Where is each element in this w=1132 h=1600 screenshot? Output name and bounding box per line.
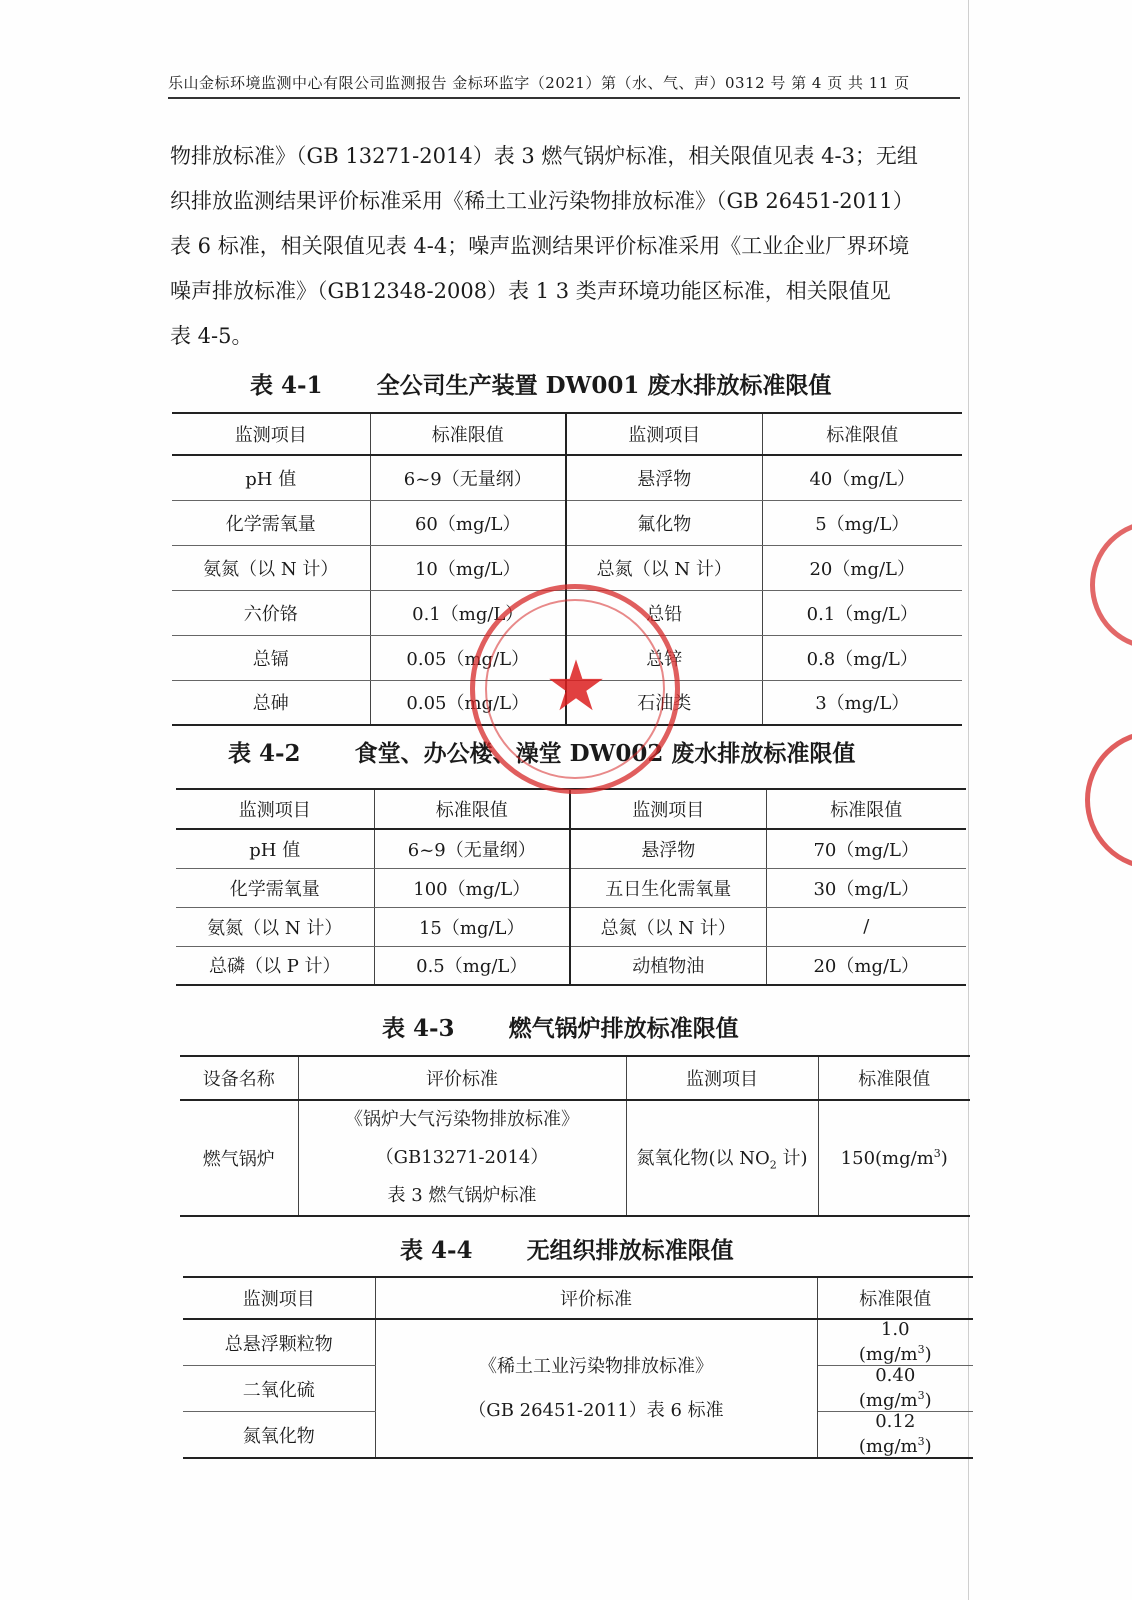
table1-header-row <box>172 413 962 455</box>
standard-line: 《稀土工业污染物排放标准》 <box>479 1355 713 1377</box>
body-paragraph <box>170 134 960 359</box>
limit-text: 150(mg/m <box>840 1148 934 1169</box>
para-line: 表 6 标准，相关限值见表 4-4；噪声监测结果评价标准采用《工业企业厂界环境 <box>170 234 910 258</box>
table-row <box>176 907 966 946</box>
cell: pH 值 <box>172 455 370 500</box>
table2-header: 标准限值 <box>374 789 570 829</box>
cell: 40（mg/L） <box>762 455 962 500</box>
item-text: 计) <box>776 1148 808 1170</box>
cell: 总铅 <box>566 590 762 635</box>
para-line: 表 4-5。 <box>170 324 253 348</box>
cell: 100（mg/L） <box>374 868 570 907</box>
table4-caption <box>400 1232 734 1265</box>
standard-line: 表 3 燃气锅炉标准 <box>387 1185 537 1206</box>
table-row <box>176 829 966 868</box>
edge-seal-fragment <box>1085 730 1132 870</box>
cell: 0.1（mg/L） <box>370 590 566 635</box>
table2-number: 表 4-2 <box>228 740 301 767</box>
table2-header: 监测项目 <box>176 789 374 829</box>
table3-caption <box>382 1010 739 1043</box>
limit-superscript: 3 <box>917 1343 925 1356</box>
cell: 总镉 <box>172 635 370 680</box>
table3-header: 评价标准 <box>298 1056 626 1100</box>
limit-value: 0.12 <box>875 1411 916 1432</box>
table4-title: 无组织排放标准限值 <box>526 1237 734 1264</box>
limit-text: ) <box>940 1148 948 1169</box>
company-seal <box>470 584 680 794</box>
item-cell: 氮氧化物 <box>183 1412 375 1459</box>
table3-header: 标准限值 <box>818 1056 970 1100</box>
cell: 总锌 <box>566 635 762 680</box>
limit-superscript: 3 <box>917 1389 925 1402</box>
table4-number: 表 4-4 <box>400 1237 473 1264</box>
table4-header: 标准限值 <box>817 1277 973 1319</box>
cell: 6~9（无量纲） <box>374 829 570 868</box>
cell: 6~9（无量纲） <box>370 455 566 500</box>
standard-line: 《锅炉大气污染物排放标准》 <box>345 1109 579 1130</box>
table4-header-row <box>183 1277 973 1319</box>
cell: 化学需氧量 <box>172 500 370 545</box>
cell: 氨氮（以 N 计） <box>172 545 370 590</box>
table1-title: 全公司生产装置 DW001 废水排放标准限值 <box>376 372 832 399</box>
limit-value: 1.0 <box>880 1319 910 1340</box>
table3-header: 设备名称 <box>180 1056 298 1100</box>
table3-number: 表 4-3 <box>382 1015 455 1042</box>
cell: 3（mg/L） <box>762 680 962 725</box>
table-row <box>176 868 966 907</box>
cell: / <box>766 907 966 946</box>
cell: 30（mg/L） <box>766 868 966 907</box>
item-cell: 二氧化硫 <box>183 1366 375 1412</box>
item-cell: 总悬浮颗粒物 <box>183 1319 375 1366</box>
limit-cell <box>818 1100 970 1216</box>
cell: 60（mg/L） <box>370 500 566 545</box>
standard-cell <box>375 1319 817 1458</box>
cell: 70（mg/L） <box>766 829 966 868</box>
cell: 0.8（mg/L） <box>762 635 962 680</box>
table-row <box>180 1100 970 1216</box>
table2 <box>176 788 966 986</box>
table3-title: 燃气锅炉排放标准限值 <box>508 1015 739 1042</box>
standard-line: （GB13271-2014） <box>375 1147 549 1168</box>
limit-superscript: 3 <box>933 1147 941 1160</box>
table1-header: 监测项目 <box>566 413 762 455</box>
cell: 悬浮物 <box>566 455 762 500</box>
table1-caption <box>250 367 831 400</box>
limit-unit: mg/m <box>865 1436 918 1457</box>
limit-superscript: 3 <box>917 1435 925 1448</box>
table-row <box>172 500 962 545</box>
cell: 总氮（以 N 计） <box>570 907 766 946</box>
table-row <box>172 455 962 500</box>
table-row <box>183 1319 973 1366</box>
table2-header: 标准限值 <box>766 789 966 829</box>
table-row <box>176 946 966 985</box>
standard-line: （GB 26451-2011）表 6 标准 <box>468 1399 724 1421</box>
cell: 0.1（mg/L） <box>762 590 962 635</box>
table1-number: 表 4-1 <box>250 372 323 399</box>
cell: 动植物油 <box>570 946 766 985</box>
cell: 六价铬 <box>172 590 370 635</box>
edge-seal-fragment <box>1090 520 1132 650</box>
cell: 0.5（mg/L） <box>374 946 570 985</box>
table4-header: 监测项目 <box>183 1277 375 1319</box>
cell: 15（mg/L） <box>374 907 570 946</box>
cell: 0.05（mg/L） <box>370 635 566 680</box>
table4-header: 评价标准 <box>375 1277 817 1319</box>
table2-title: 食堂、办公楼、澡堂 DW002 废水排放标准限值 <box>354 740 856 767</box>
cell: 20（mg/L） <box>766 946 966 985</box>
cell: 悬浮物 <box>570 829 766 868</box>
item-cell <box>626 1100 818 1216</box>
cell: 20（mg/L） <box>762 545 962 590</box>
standard-cell <box>298 1100 626 1216</box>
cell: 0.05（mg/L） <box>370 680 566 725</box>
limit-cell: 0.40 $(mg/m^3)$ <box>817 1366 973 1412</box>
table2-header-row <box>176 789 966 829</box>
item-text: 氮氧化物(以 NO <box>636 1148 770 1170</box>
limit-unit: mg/m <box>865 1390 918 1411</box>
cell: 总砷 <box>172 680 370 725</box>
table3 <box>180 1055 970 1217</box>
cell: 石油类 <box>566 680 762 725</box>
table1-header: 监测项目 <box>172 413 370 455</box>
table3-header-row <box>180 1056 970 1100</box>
cell: 10（mg/L） <box>370 545 566 590</box>
limit-cell: 0.12 $(mg/m^3)$ <box>817 1412 973 1459</box>
limit-cell: 1.0 $(mg/m^3)$ <box>817 1319 973 1366</box>
limit-unit: mg/m <box>865 1344 918 1365</box>
seal-star-icon: ★ <box>544 645 608 727</box>
item-subscript: 2 <box>769 1158 777 1172</box>
table3-header: 监测项目 <box>626 1056 818 1100</box>
table1-header: 标准限值 <box>762 413 962 455</box>
page-header <box>168 72 960 99</box>
cell: 总氮（以 N 计） <box>566 545 762 590</box>
cell: 五日生化需氧量 <box>570 868 766 907</box>
table4 <box>183 1276 973 1459</box>
cell: 5（mg/L） <box>762 500 962 545</box>
para-line: 噪声排放标准》（GB12348-2008）表 1 3 类声环境功能区标准，相关限值见 <box>170 279 891 303</box>
header-text: 乐山金标环境监测中心有限公司监测报告 金标环监字（2021）第（水、气、声）0312 号 第 4 页 共 11 页 <box>168 74 910 92</box>
cell: 氟化物 <box>566 500 762 545</box>
limit-value: 0.40 <box>875 1365 916 1386</box>
para-line: 物排放标准》（GB 13271-2014）表 3 燃气锅炉标准，相关限值见表 4-3；无组 <box>170 144 918 168</box>
cell: 氨氮（以 N 计） <box>176 907 374 946</box>
para-line: 织排放监测结果评价标准采用《稀土工业污染物排放标准》（GB 26451-2011） <box>170 189 914 213</box>
cell: 总磷（以 P 计） <box>176 946 374 985</box>
cell: 化学需氧量 <box>176 868 374 907</box>
table1-header: 标准限值 <box>370 413 566 455</box>
cell: pH 值 <box>176 829 374 868</box>
table2-header: 监测项目 <box>570 789 766 829</box>
device-cell: 燃气锅炉 <box>180 1100 298 1216</box>
